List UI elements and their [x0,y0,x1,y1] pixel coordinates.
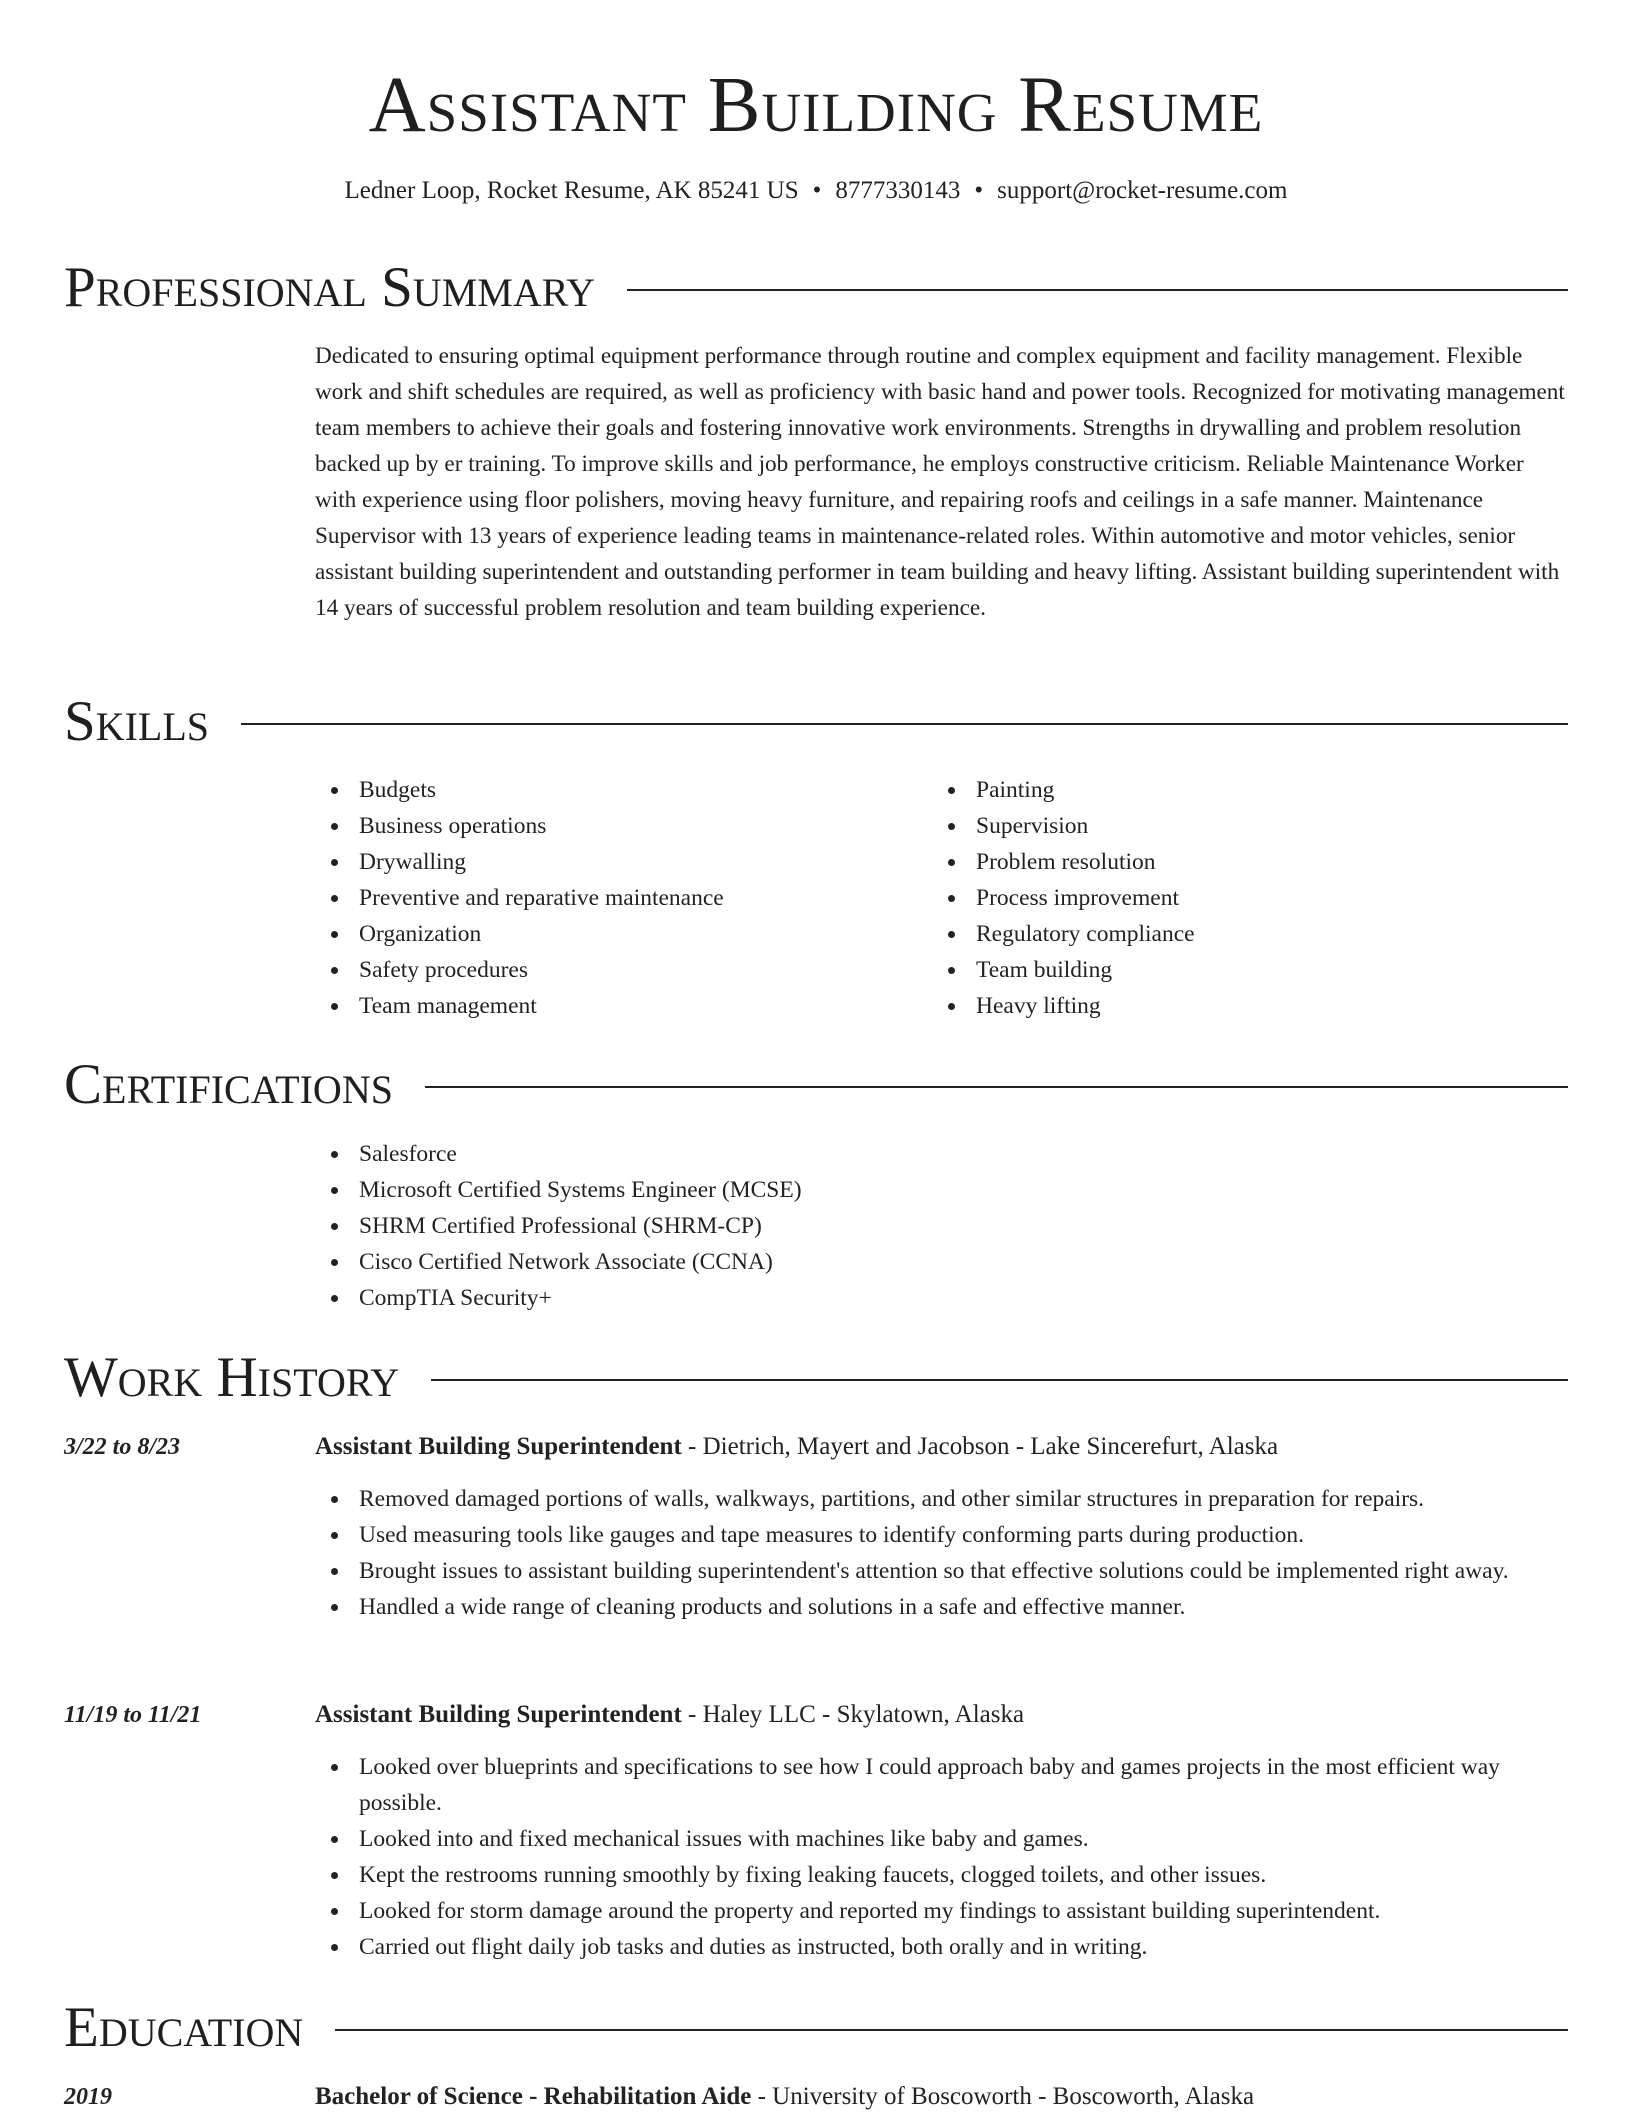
education-school: - University of Boscoworth - Boscoworth, Alaska [751,2083,1255,2110]
resume-title: Assistant Building Resume [368,62,1264,149]
contact-separator: • [812,177,822,204]
skill-item: Process improvement [932,880,1492,916]
contact-address: Ledner Loop, Rocket Resume, AK 85241 US [344,177,799,204]
contact-separator: • [974,177,984,204]
job-duty-item: Carried out flight daily job tasks and duties as instructed, both orally and in writing. [315,1929,1570,1965]
skill-item: Preventive and reparative maintenance [315,880,875,916]
job-duty-item: Removed damaged portions of walls, walkways, partitions, and other similar structures in preparation for repairs. [315,1481,1570,1517]
job-title-line [315,1429,1570,1465]
section-title: Work History [64,1346,400,1409]
skill-item: Drywalling [315,844,875,880]
job-duty-item: Brought issues to assistant building superintendent's attention so that effective solutions could be implemented right away. [315,1553,1570,1589]
job-date: 3/22 to 8/23 [64,1434,181,1460]
job-duties-list [315,1749,1570,1965]
skills-column-left [315,772,875,1024]
contact-phone: 8777330143 [835,177,961,204]
skill-item: Organization [315,916,875,952]
section-header-skills [64,687,1568,757]
certification-item: Salesforce [315,1136,1215,1172]
job-duties-list [315,1481,1570,1625]
section-divider [627,289,1568,291]
section-divider [335,2029,1568,2031]
job-employer: - Haley LLC - Skylatown, Alaska [681,1701,1025,1728]
skill-item: Business operations [315,808,875,844]
job-date: 11/19 to 11/21 [64,1702,202,1728]
certification-item: Cisco Certified Network Associate (CCNA) [315,1244,1215,1280]
skill-item: Budgets [315,772,875,808]
section-header-education [64,1993,1568,2063]
education-degree: Bachelor of Science - Rehabilitation Aide [315,2083,752,2110]
job-duty-item: Handled a wide range of cleaning products and solutions in a safe and effective manner. [315,1589,1570,1625]
section-divider [241,723,1568,725]
job-role: Assistant Building Superintendent [315,1433,682,1460]
skill-item: Team building [932,952,1492,988]
certifications-block [315,1136,1215,1316]
section-divider [431,1379,1568,1381]
job-duty-item: Looked for storm damage around the property and reported my findings to assistant building superintendent. [315,1893,1570,1929]
skills-list [932,772,1492,1024]
skill-item: Painting [932,772,1492,808]
skill-item: Supervision [932,808,1492,844]
section-header-work-history [64,1343,1568,1413]
contact-email: support@rocket-resume.com [997,177,1288,204]
section-title: Skills [64,690,210,753]
job-role: Assistant Building Superintendent [315,1701,682,1728]
skills-list [315,772,875,1024]
summary-text: Dedicated to ensuring optimal equipment performance through routine and complex equipment and facility management. Flexible work and shift schedules are required, as well as proficiency with basic hand and power tools. Recognized for motivating management team members to achieve their goals and fostering innovative work environments. Strengths in drywalling and problem resolution backed up by er training. To improve skills and job performance, he employs constructive criticism. Reliable Maintenance Worker with experience using floor polishers, moving heavy furniture, and repairing roofs and ceilings in a safe manner. Maintenance Supervisor with 13 years of experience leading teams in maintenance-related roles. Within automotive and motor vehicles, senior assistant building superintendent and outstanding performer in team building and heavy lifting. Assistant building superintendent with 14 years of successful problem resolution and team building experience. [315,343,1565,621]
skills-column-right [932,772,1492,1024]
contact-line [0,174,1632,208]
education-line [315,2079,1570,2115]
certifications-list [315,1136,1215,1316]
certification-item: SHRM Certified Professional (SHRM-CP) [315,1208,1215,1244]
skill-item: Safety procedures [315,952,875,988]
job-duty-item: Used measuring tools like gauges and tape measures to identify conforming parts during production. [315,1517,1570,1553]
skill-item: Heavy lifting [932,988,1492,1024]
education-date: 2019 [64,2084,112,2110]
job-employer: - Dietrich, Mayert and Jacobson - Lake Sincerefurt, Alaska [681,1433,1279,1460]
job-duty-item: Kept the restrooms running smoothly by fixing leaking faucets, clogged toilets, and other issues. [315,1857,1570,1893]
certification-item: Microsoft Certified Systems Engineer (MCSE) [315,1172,1215,1208]
job-duties [315,1749,1570,1965]
job-title-line [315,1697,1570,1733]
section-divider [425,1086,1568,1088]
certification-item: CompTIA Security+ [315,1280,1215,1316]
section-title: Certifications [64,1053,393,1116]
section-title: Education [64,1996,304,2059]
skill-item: Problem resolution [932,844,1492,880]
skill-item: Team management [315,988,875,1024]
section-title: Professional Summary [64,256,596,319]
job-duty-item: Looked over blueprints and specifications to see how I could approach baby and games projects in the most efficient way possible. [315,1749,1570,1821]
job-duties [315,1481,1570,1625]
section-header-certifications [64,1050,1568,1120]
skill-item: Regulatory compliance [932,916,1492,952]
section-header-summary [64,253,1568,323]
job-duty-item: Looked into and fixed mechanical issues with machines like baby and games. [315,1821,1570,1857]
